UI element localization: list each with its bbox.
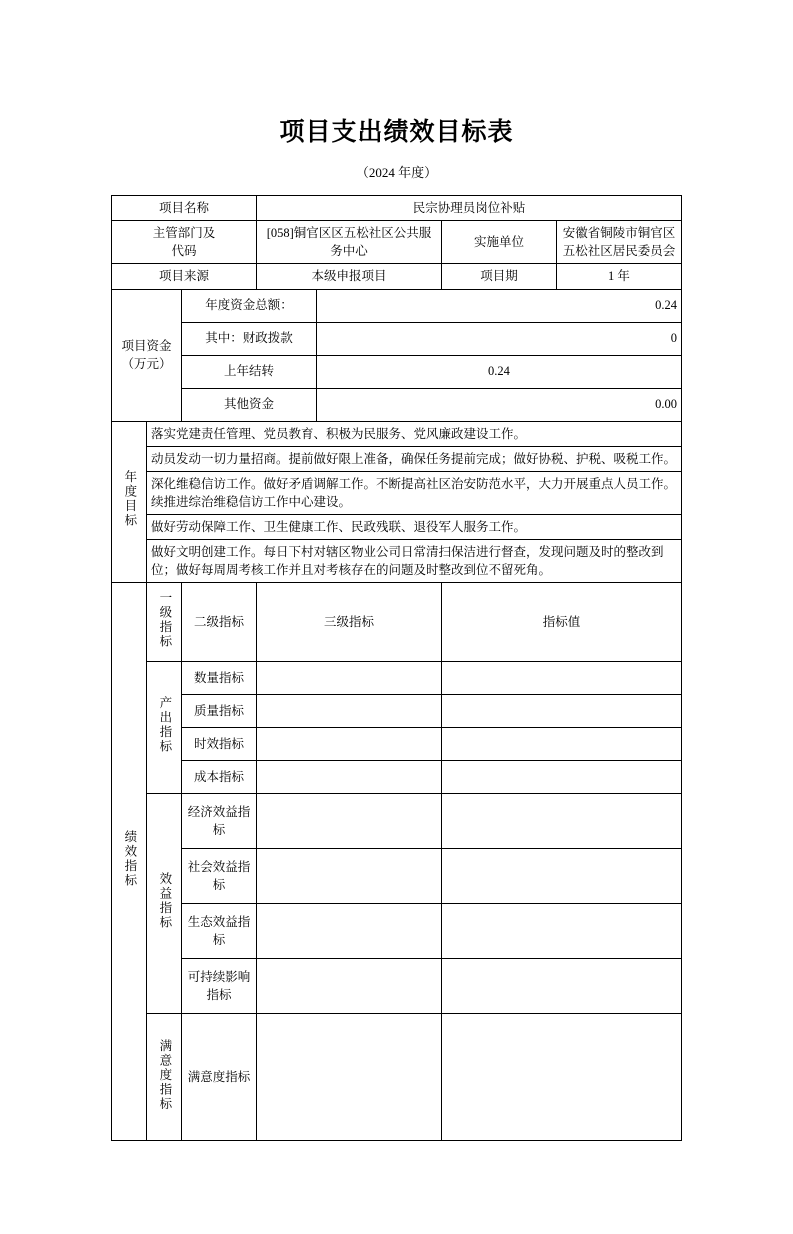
indicator-level3-cell <box>256 959 441 1014</box>
indicator-level1-header <box>146 583 181 662</box>
indicator-value-cell <box>441 662 681 695</box>
table-row-fund-appropriation <box>111 322 681 355</box>
funds-label-line1: 项目资金 <box>121 338 172 353</box>
indicator-sub-label: 经济效益指标 <box>181 794 256 849</box>
annual-goal-line: 动员发动一切力量招商。提前做好限上准备，确保任务提前完成；做好协税、护税、吸税工作。 <box>146 446 681 471</box>
annual-goal-line: 深化维稳信访工作。做好矛盾调解工作。不断提高社区治安防范水平，大力开展重点人员工作。续推进综治维稳信访工作中心建设。 <box>146 471 681 514</box>
project-name-label: 项目名称 <box>111 196 256 221</box>
table-row-indicator <box>111 728 681 761</box>
annual-goal-label <box>111 421 146 583</box>
indicator-group-benefit-text: 效益指标 <box>157 872 172 931</box>
department-value: [058]铜官区区五松社区公共服务中心 <box>256 221 441 264</box>
indicator-level1-header-text: 一级指标 <box>157 590 172 649</box>
table-row-indicator <box>111 904 681 959</box>
indicator-value-cell <box>441 794 681 849</box>
page-title: 项目支出绩效目标表 <box>279 119 514 146</box>
page-subtitle: （2024 年度） <box>355 165 438 180</box>
department-label-line2: 代码 <box>171 244 197 259</box>
indicator-value-cell <box>441 959 681 1014</box>
fund-item-label: 年度资金总额： <box>181 289 316 322</box>
indicator-value-cell <box>441 904 681 959</box>
table-row-annual-goal-4 <box>111 515 681 540</box>
period-label: 项目期 <box>441 264 556 289</box>
annual-goal-line: 做好文明创建工作。每日下村对辖区物业公司日常清扫保洁进行督查，发现问题及时的整改到位；做好每周周考核工作并且对考核存在的问题及时整改到位不留死角。 <box>146 540 681 583</box>
annual-goal-line: 落实党建责任管理、党员教育、积极为民服务、党风廉政建设工作。 <box>146 421 681 446</box>
table-row-indicator <box>111 761 681 794</box>
indicator-sub-label: 时效指标 <box>181 728 256 761</box>
table-row-department <box>111 221 681 264</box>
indicator-level3-header: 三级指标 <box>256 583 441 662</box>
table-row-indicator-header <box>111 583 681 662</box>
project-name-value: 民宗协理员岗位补贴 <box>256 196 681 221</box>
source-label: 项目来源 <box>111 264 256 289</box>
indicator-level3-cell <box>256 662 441 695</box>
table-row-indicator <box>111 959 681 1014</box>
indicator-sub-label: 社会效益指标 <box>181 849 256 904</box>
indicator-group-benefit <box>146 794 181 1014</box>
annual-goal-label-text: 年度目标 <box>122 470 137 529</box>
indicator-level3-cell <box>256 849 441 904</box>
indicator-level3-cell <box>256 761 441 794</box>
indicator-group-satisfaction-text: 满意度指标 <box>157 1038 172 1112</box>
indicator-value-cell <box>441 728 681 761</box>
table-row-annual-goal-2 <box>111 446 681 471</box>
fund-item-value: 0.24 <box>316 355 681 388</box>
fund-item-value: 0.00 <box>316 388 681 421</box>
table-row-indicator <box>111 794 681 849</box>
table-row-fund-total <box>111 289 681 322</box>
indicator-sub-label: 成本指标 <box>181 761 256 794</box>
fund-item-label: 上年结转 <box>181 355 316 388</box>
table-row-annual-goal-5 <box>111 540 681 583</box>
indicator-value-cell <box>441 761 681 794</box>
impl-unit-label: 实施单位 <box>441 221 556 264</box>
indicator-group-output-text: 产出指标 <box>157 696 172 755</box>
performance-indicator-label <box>111 583 146 1141</box>
fund-item-label: 其他资金 <box>181 388 316 421</box>
indicator-level3-cell <box>256 794 441 849</box>
indicator-level3-cell <box>256 695 441 728</box>
funds-label-line2: （万元） <box>121 357 172 371</box>
source-value: 本级申报项目 <box>256 264 441 289</box>
fund-item-value: 0 <box>316 322 681 355</box>
indicator-value-cell <box>441 849 681 904</box>
indicator-sub-label: 生态效益指标 <box>181 904 256 959</box>
table-row-fund-carryover <box>111 355 681 388</box>
indicator-value-cell <box>441 695 681 728</box>
table-row-indicator <box>111 695 681 728</box>
table-row-fund-other <box>111 388 681 421</box>
indicator-level2-header: 二级指标 <box>181 583 256 662</box>
table-row-indicator <box>111 849 681 904</box>
indicator-sub-label: 数量指标 <box>181 662 256 695</box>
table-row-annual-goal-3 <box>111 471 681 514</box>
document-page <box>0 112 793 1234</box>
period-value: 1 年 <box>556 264 681 289</box>
table-row-source <box>111 264 681 289</box>
indicator-level3-cell <box>256 728 441 761</box>
indicator-value-header: 指标值 <box>441 583 681 662</box>
performance-goal-table <box>111 195 682 1141</box>
table-row-indicator <box>111 662 681 695</box>
indicator-sub-label: 可持续影响指标 <box>181 959 256 1014</box>
indicator-level3-cell <box>256 904 441 959</box>
indicator-sub-label: 满意度指标 <box>181 1014 256 1141</box>
fund-item-value: 0.24 <box>316 289 681 322</box>
impl-unit-value: 安徽省铜陵市铜官区五松社区居民委员会 <box>556 221 681 264</box>
department-label <box>111 221 256 264</box>
fund-item-label: 其中：财政拨款 <box>181 322 316 355</box>
annual-goal-line: 做好劳动保障工作、卫生健康工作、民政残联、退役军人服务工作。 <box>146 515 681 540</box>
table-row-project-name <box>111 196 681 221</box>
table-row-annual-goal-1 <box>111 421 681 446</box>
performance-indicator-label-text: 绩效指标 <box>122 830 137 889</box>
indicator-sub-label: 质量指标 <box>181 695 256 728</box>
funds-label <box>111 289 181 421</box>
indicator-group-output <box>146 662 181 794</box>
department-label-line1: 主管部门及 <box>152 226 216 241</box>
